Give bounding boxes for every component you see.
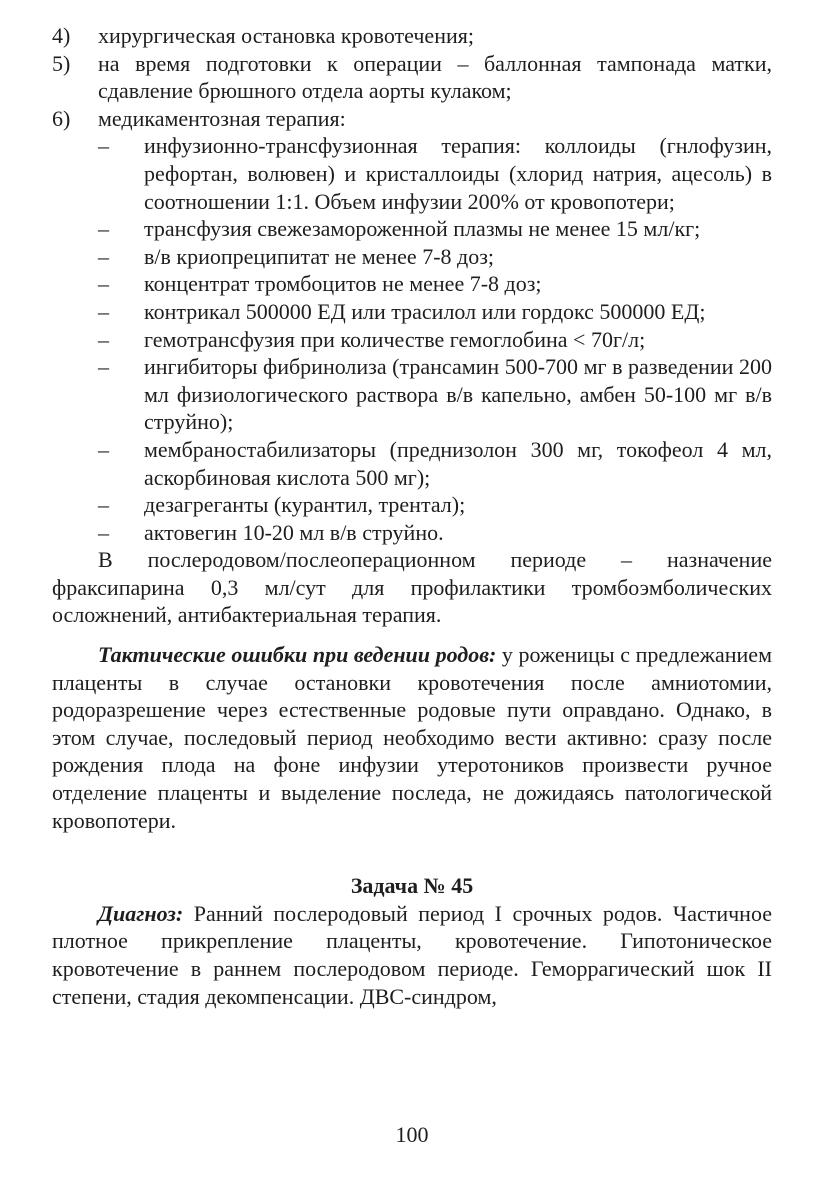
list-item: [98, 132, 772, 215]
dash-marker: –: [98, 492, 109, 518]
list-item: [98, 270, 772, 298]
item-number: 4): [52, 23, 71, 48]
page-body: [52, 22, 772, 1010]
dash-marker: –: [98, 354, 109, 380]
item-text: хирургическая остановка кровотечения;: [98, 23, 474, 48]
tactics-text: у роженицы с предлежанием плаценты в случае остановки кровотечения после амниотомии, родоразрешение через естественные родовые пути оправдано. Однако, в этом случае, последовый период необходимо вести активно: сразу после рождения плода на фоне инфузии утеротоников произвести ручное отделение плаценты и выделение последа, не дожидаясь патологической кровопотери.: [52, 642, 772, 833]
numbered-item-4: [52, 22, 772, 50]
dash-marker: –: [98, 298, 109, 324]
list-item-text: гемотрансфузия при количестве гемоглобина < 70г/л;: [144, 326, 646, 352]
dash-marker: –: [98, 436, 109, 462]
list-item-text: инфузионно-трансфузионная терапия: коллоиды (гнлофузин, рефортан, волювен) и кристаллоиды (хлорид натрия, ацесоль) в соотношении 1:1. Объем инфузии 200% от кровопотери;: [144, 133, 772, 214]
list-item: [98, 215, 772, 243]
list-item: [98, 353, 772, 436]
list-item-text: в/в криопреципитат не менее 7-8 доз;: [144, 243, 495, 269]
numbered-item-5: [52, 50, 772, 105]
dash-marker: –: [98, 519, 109, 545]
list-item: [98, 436, 772, 491]
task-heading: Задача № 45: [350, 873, 474, 899]
dash-marker: –: [98, 133, 109, 159]
list-item-text: дезагреганты (курантил, трентал);: [144, 492, 466, 518]
list-item-text: актовегин 10-20 мл в/в струйно.: [144, 519, 444, 545]
tactics-paragraph: [52, 641, 772, 834]
list-item-text: контрикал 500000 ЕД или трасилол или гордокс 500000 ЕД;: [144, 298, 706, 324]
dash-marker: –: [98, 216, 109, 242]
list-item: [98, 243, 772, 271]
diagnosis-lead: Диагноз:: [98, 900, 184, 926]
dash-marker: –: [98, 326, 109, 352]
item-text: медикаментозная терапия:: [98, 105, 346, 131]
diagnosis-paragraph: [52, 900, 772, 1010]
list-item-text: трансфузия свежезамороженной плазмы не менее 15 мл/кг;: [144, 216, 701, 242]
item-text: на время подготовки к операции – баллонная тампонада матки, сдавление брюшного отдела аорты кулаком;: [98, 50, 772, 104]
list-item: [98, 519, 772, 547]
list-item-text: ингибиторы фибринолиза (трансамин 500-700 мг в разведении 200 мл физиологического раствора в/в капельно, амбен 50-100 мг в/в струйно);: [144, 354, 772, 435]
list-item: [98, 491, 772, 519]
drug-therapy-list: [52, 132, 772, 546]
page-number: 100: [395, 1122, 429, 1147]
dash-marker: –: [98, 243, 109, 269]
item-number: 5): [52, 50, 71, 76]
diagnosis-text: Ранний послеродовый период I срочных родов. Частичное плотное прикрепление плаценты, кровотечение. Гипотоническое кровотечение в раннем послеродовом периоде. Геморрагический шок II степени, стадия декомпенсации. ДВС-синдром,: [52, 900, 772, 1009]
list-item-text: мембраностабилизаторы (преднизолон 300 мг, токофеол 4 мл, аскорбиновая кислота 500 мг);: [144, 436, 772, 490]
list-item: [98, 326, 772, 354]
numbered-item-6: [52, 105, 772, 133]
dash-marker: –: [98, 271, 109, 297]
list-item-text: концентрат тромбоцитов не менее 7-8 доз;: [144, 271, 542, 297]
postpartum-paragraph: В послеродовом/послеоперационном периоде – назначение фраксипарина 0,3 мл/сут для профилактики тромбоэмболических осложнений, антибактериальная терапия.: [52, 547, 772, 628]
list-item: [98, 298, 772, 326]
tactics-lead: Тактические ошибки при ведении родов:: [98, 642, 497, 668]
item-number: 6): [52, 105, 71, 131]
